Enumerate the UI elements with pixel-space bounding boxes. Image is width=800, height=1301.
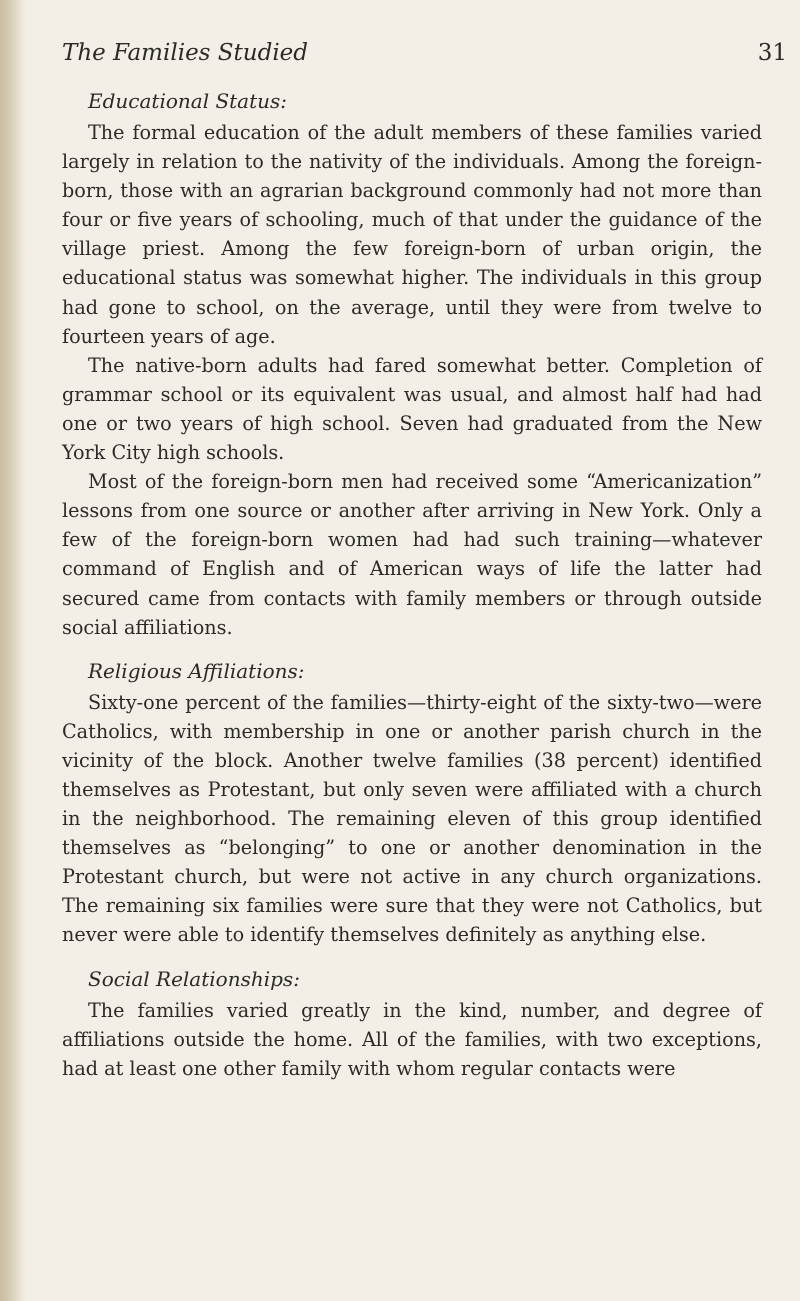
- paragraph: The native-born adults had fared somewhat better. Completion of grammar school or its equivalent was usual, and almost half had had one or two years of high school. Seven had graduated from the New York City high schools.: [62, 353, 762, 465]
- page-number: 31: [757, 40, 787, 66]
- paragraph: Most of the foreign-born men had received some “Americanization” lessons from one source or another after arriving in New York. Only a few of the foreign-born women had had such training—whatever command of English and of American ways of life the latter had secured came from contacts with family members or through outside social affiliations.: [62, 470, 762, 639]
- section-heading-religious-affiliations: Religious Affiliations:: [88, 658, 305, 683]
- running-head: [62, 40, 787, 84]
- book-page: [62, 40, 787, 1083]
- paragraph: Sixty-one percent of the families—thirty-eight of the sixty-two—were Catholics, with membership in one or another parish church in the vicinity of the block. Another twelve families (38 percent) identified themselves as Protestant, but only seven were affiliated with a church in the neighborhood. The remaining eleven of this group identified themselves as “belonging” to one or another denomination in the Protestant church, but were not active in any church organizations. The remaining six families were sure that they were not Catholics, but never were able to identify themselves definitely as anything else.: [62, 690, 762, 947]
- paragraph: The formal education of the adult members of these families varied largely in relation to the nativity of the individuals. Among the foreign-born, those with an agrarian background commonly had not more than four or five years of schooling, much of that under the guidance of the village priest. Among the few foreign-born of urban origin, the educational status was somewhat higher. The individuals in this group had gone to school, on the average, until they were from twelve to fourteen years of age.: [62, 121, 762, 348]
- running-title: The Families Studied: [62, 40, 309, 66]
- page-binding-shadow: [0, 0, 26, 1301]
- section-heading-social-relationships: Social Relationships:: [88, 966, 300, 991]
- section-heading-educational-status: Educational Status:: [88, 89, 288, 113]
- paragraph: The families varied greatly in the kind, number, and degree of affiliations outside the home. All of the families, with two exceptions, had at least one other family with whom regular contacts were: [62, 998, 762, 1080]
